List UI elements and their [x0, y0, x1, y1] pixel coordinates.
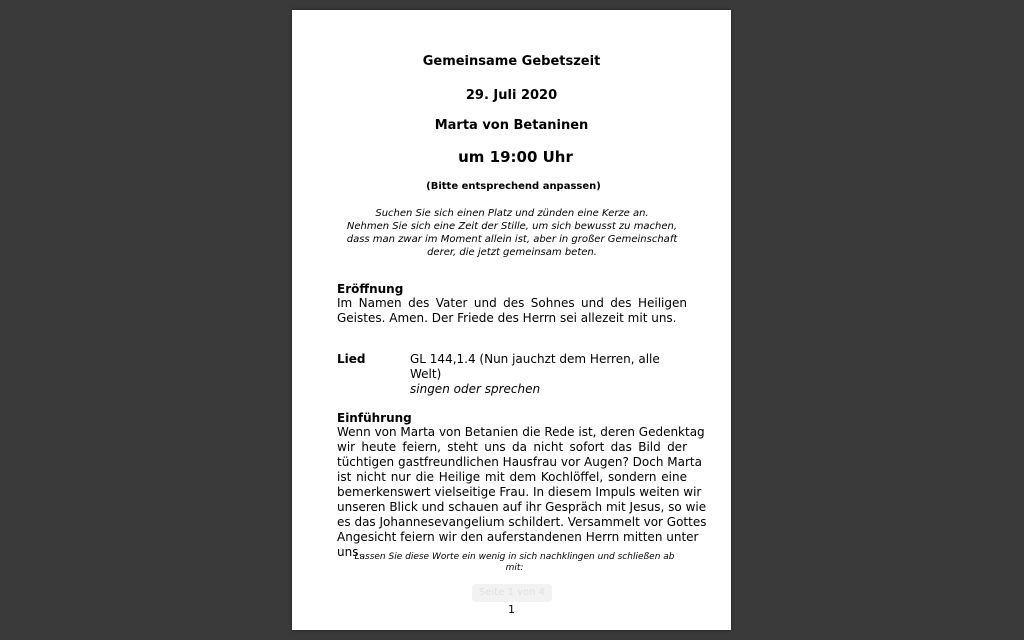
page-number: 1	[508, 603, 515, 616]
paragraph-line: Wenn von Marta von Betanien die Rede ist, deren Gedenktag	[337, 425, 705, 439]
paragraph-line: tüchtigen gastfreundlichen Hausfrau vor Augen? Doch Marta	[337, 455, 702, 469]
paragraph-line: es das Johannesevangelium schildert. Versammelt vor Gottes	[337, 515, 707, 529]
intro-line: derer, die jetzt gemeinsam beten.	[427, 247, 597, 258]
lied-line: Welt)	[410, 367, 442, 381]
paragraph-line: Geistes. Amen. Der Friede des Herrn sei allezeit mit uns.	[337, 311, 677, 325]
paragraph-line: unseren Blick und schauen auf ihr Gespräch mit Jesus, so wie	[337, 500, 707, 514]
document-time: um 19:00 Uhr	[458, 148, 573, 166]
paragraph-line: ist nicht nur die Heilige mit dem Kochlöffel, sondern eine	[337, 470, 687, 484]
intro-text	[332, 207, 692, 259]
lied-label: Lied	[337, 352, 366, 366]
paragraph-line: Angesicht feiern wir den auferstandenen Herrn mitten unter	[337, 530, 699, 544]
paragraph-line: uns.	[337, 545, 363, 559]
eroeffnung-text	[337, 296, 687, 326]
lied-instruction: singen oder sprechen	[410, 382, 541, 396]
einfuehrung-text	[337, 425, 707, 560]
paragraph-line: Im Namen des Vater und des Sohnes und des Heiligen	[337, 296, 687, 310]
paragraph-line: wir heute feiern, steht uns da nicht sofort das Bild der	[337, 440, 687, 454]
paragraph-line: bemerkenswert vielseitige Frau. In diesem Impuls weiten wir	[337, 485, 702, 499]
document-page	[292, 10, 731, 630]
intro-line: Suchen Sie sich einen Platz und zünden eine Kerze an.	[375, 208, 649, 219]
intro-line: dass man zwar im Moment allein ist, aber in großer Gemeinschaft	[346, 234, 678, 245]
page-indicator-badge: Seite 1 von 4	[472, 584, 552, 602]
document-title: Gemeinsame Gebetszeit	[422, 54, 601, 69]
closing-line: Lassen Sie diese Worte ein wenig in sich nachklingen und schließen ab	[354, 552, 675, 562]
lied-line: GL 144,1.4 (Nun jauchzt dem Herren, alle	[410, 352, 660, 366]
document-saint: Marta von Betaninen	[434, 118, 589, 133]
closing-line: mit:	[505, 563, 524, 573]
lied-text	[410, 352, 690, 397]
einfuehrung-heading: Einführung	[337, 411, 412, 425]
document-note: (Bitte entsprechend anpassen)	[426, 181, 601, 192]
eroeffnung-heading: Eröffnung	[337, 282, 404, 296]
intro-line: Nehmen Sie sich eine Zeit der Stille, um sich bewusst zu machen,	[346, 221, 678, 232]
closing-instruction	[337, 552, 692, 574]
document-date: 29. Juli 2020	[465, 88, 558, 103]
